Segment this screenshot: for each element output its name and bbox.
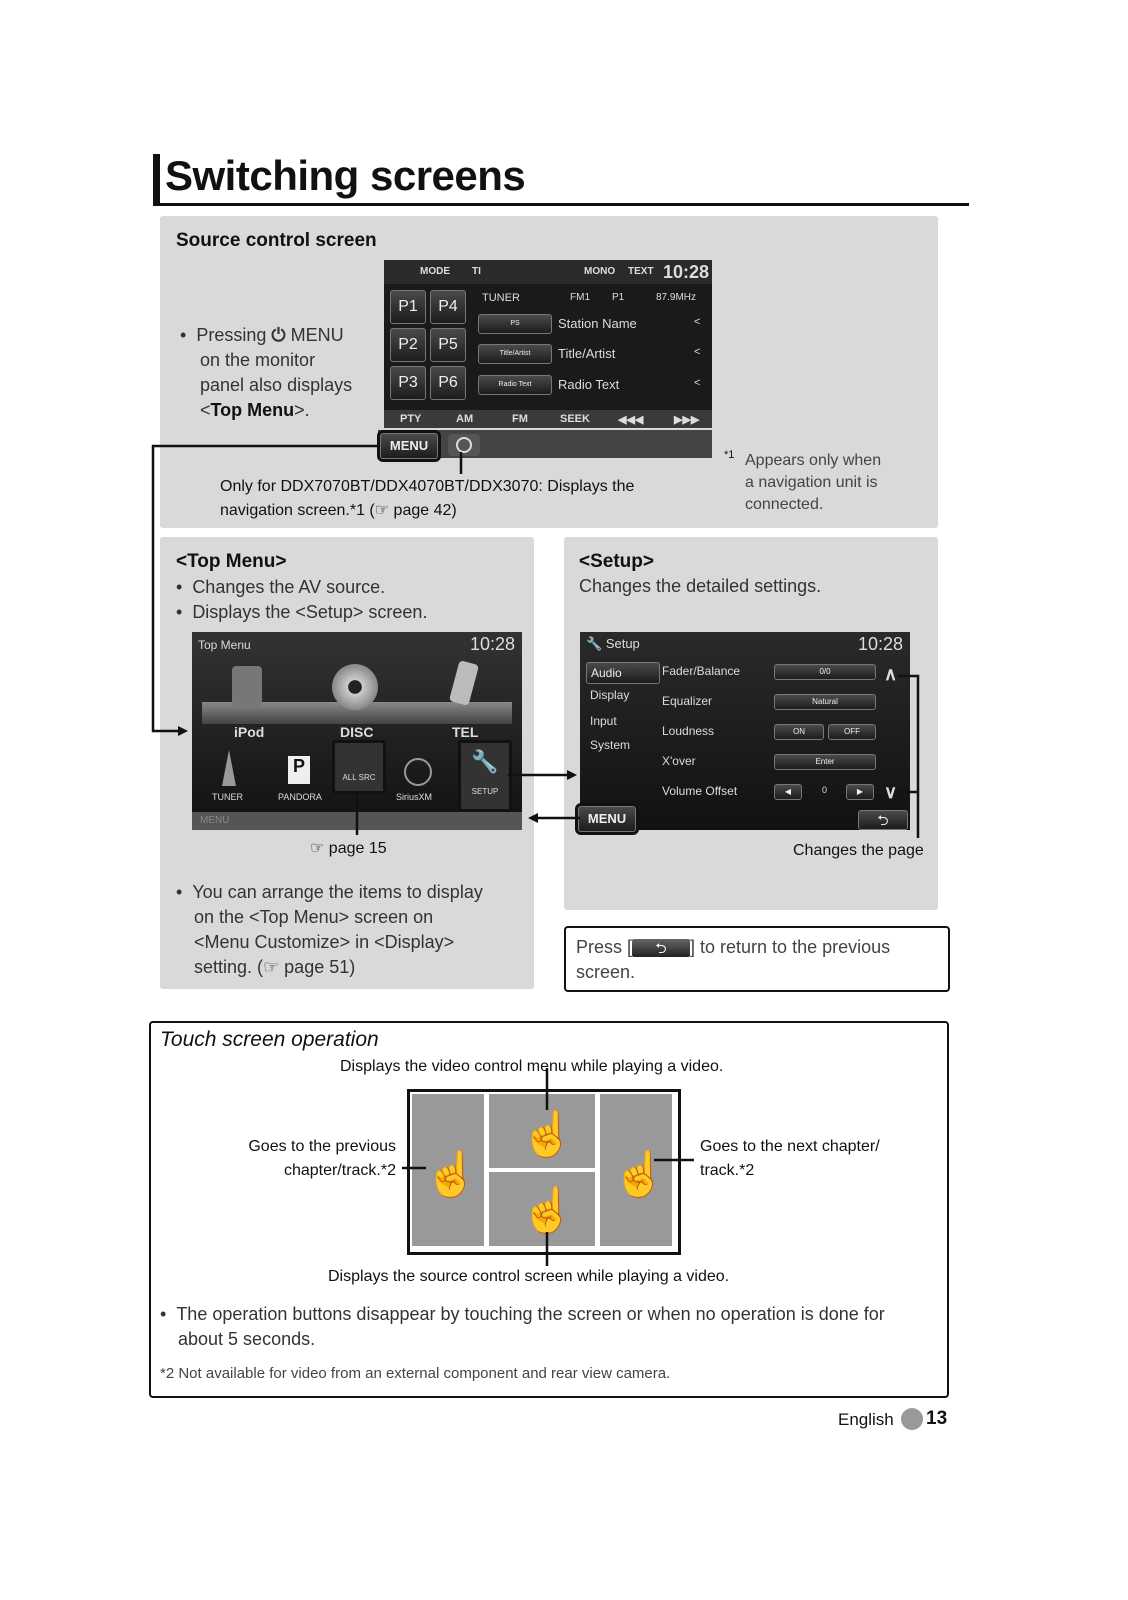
- all-src-item[interactable]: ALL SRC: [332, 740, 386, 794]
- frequency: 87.9MHz: [656, 292, 697, 303]
- ti-indicator: TI: [472, 266, 481, 277]
- seek-button[interactable]: SEEK: [560, 413, 590, 425]
- next-track-button[interactable]: ▶▶▶: [674, 414, 700, 426]
- page-down-icon[interactable]: ∨: [884, 782, 898, 802]
- pandora-icon: P: [288, 756, 310, 784]
- setup-heading: <Setup>: [579, 551, 654, 572]
- touch-bottom-caption: Displays the source control screen while playing a video.: [328, 1268, 730, 1285]
- touch-footnote: *2 Not available for video from an external component and rear view camera.: [160, 1365, 671, 1382]
- top-menu-menu-button[interactable]: MENU: [200, 815, 230, 826]
- hand-pointer-icon: ☝: [520, 1186, 575, 1235]
- tab-display[interactable]: Display: [590, 688, 630, 702]
- power-icon: ⏻: [271, 325, 286, 345]
- return-button[interactable]: ⮌: [858, 810, 908, 830]
- info-row-radio-text: Radio Text Radio Text <: [478, 373, 706, 397]
- volume-up-button[interactable]: ▶: [846, 784, 874, 800]
- preset-p2[interactable]: P2: [390, 328, 426, 362]
- footer-language: English: [838, 1410, 894, 1429]
- page-title: Switching screens: [165, 152, 526, 199]
- setup-item[interactable]: 🔧 SETUP: [458, 740, 512, 812]
- fader-balance-button[interactable]: 0/0: [774, 664, 876, 680]
- text-button[interactable]: TEXT: [628, 266, 654, 277]
- footnote-mark-1: *1: [724, 449, 735, 461]
- preset-p1[interactable]: P1: [390, 290, 426, 324]
- siriusxm-item[interactable]: SiriusXM: [396, 792, 433, 802]
- page-dot: [901, 1408, 923, 1430]
- hand-pointer-icon: ☝: [612, 1150, 667, 1199]
- changes-page-caption: Changes the page: [793, 842, 924, 859]
- xover-enter-button[interactable]: Enter: [774, 754, 876, 770]
- volume-offset-value: 0: [822, 785, 828, 795]
- band-title: TUNER: [482, 292, 520, 304]
- preset-p3[interactable]: P3: [390, 366, 426, 400]
- loudness-off-button[interactable]: OFF: [828, 724, 876, 740]
- top-menu-bullets: • Changes the AV source. • Displays the <Setup> screen.: [176, 577, 428, 622]
- tab-audio[interactable]: Audio: [586, 662, 660, 684]
- setup-description: Changes the detailed settings.: [579, 576, 822, 596]
- wrench-icon: 🔧: [586, 636, 603, 651]
- return-note: Press [ ⮌ ] to return to the previous screen.: [576, 937, 891, 982]
- volume-down-button[interactable]: ◀: [774, 784, 802, 800]
- current-preset: P1: [612, 292, 625, 303]
- preset-p5[interactable]: P5: [430, 328, 466, 362]
- top-menu-heading: <Top Menu>: [176, 551, 287, 572]
- top-menu-arrange-note: • You can arrange the items to display on the <Top Menu> screen on <Menu Customize> in <Display> setting. (☞ page 51): [176, 882, 483, 977]
- menu-button[interactable]: MENU: [380, 433, 438, 459]
- clock: 10:28: [858, 634, 904, 654]
- fm-button[interactable]: FM: [512, 413, 528, 425]
- navigation-caption: Only for DDX7070BT/DDX4070BT/DDX3070: Displays the navigation screen.*1 (☞ page 42): [220, 478, 635, 519]
- equalizer-button[interactable]: Natural: [774, 694, 876, 710]
- touch-right-caption: Goes to the next chapter/ track.*2: [700, 1138, 880, 1179]
- touch-heading: Touch screen operation: [160, 1028, 379, 1051]
- clock: 10:28: [663, 262, 710, 282]
- info-row-title-artist: Title/Artist Title/Artist <: [478, 342, 706, 366]
- disc-item[interactable]: DISC: [340, 724, 374, 740]
- touch-left-caption: Goes to the previous chapter/track.*2: [248, 1138, 396, 1179]
- touch-top-caption: Displays the video control menu while playing a video.: [340, 1058, 724, 1075]
- setup-display: 🔧 Setup 10:28 Audio Display Input System Fader/Balance 0/0 Equalizer Natural Loudness ON OFF X'over Enter Volume Offset ◀ 0 ▶ ∧ ∨ ⮌: [580, 632, 910, 830]
- tab-system[interactable]: System: [590, 738, 631, 752]
- setup-title: 🔧 Setup: [586, 636, 640, 651]
- top-menu-pageref: ☞ page 15: [310, 840, 387, 857]
- top-menu-title: Top Menu: [198, 638, 251, 652]
- previous-track-button[interactable]: ◀◀◀: [618, 414, 644, 426]
- tel-item[interactable]: TEL: [452, 724, 479, 740]
- hand-pointer-icon: ☝: [520, 1110, 575, 1159]
- source-note: • Pressing ⏻ MENU on the monitor panel also displays <Top Menu>.: [180, 325, 353, 420]
- return-icon: ⮌: [632, 939, 690, 957]
- mode-button[interactable]: MODE: [420, 266, 450, 277]
- preset-p4[interactable]: P4: [430, 290, 466, 324]
- page-number: 13: [926, 1408, 948, 1429]
- wrench-icon: 🔧: [471, 749, 499, 774]
- tuner-item[interactable]: TUNER: [212, 792, 243, 802]
- pty-button[interactable]: PTY: [400, 413, 422, 425]
- clock: 10:28: [470, 634, 516, 654]
- source-control-heading: Source control screen: [176, 230, 377, 251]
- mono-indicator: MONO: [584, 266, 616, 277]
- am-button[interactable]: AM: [456, 413, 474, 425]
- footnote-1: Appears only when a navigation unit is connected.: [745, 452, 882, 513]
- page-up-icon[interactable]: ∧: [884, 664, 898, 684]
- pandora-item[interactable]: PANDORA: [278, 792, 322, 802]
- info-row-ps: PS Station Name <: [478, 312, 706, 336]
- tab-input[interactable]: Input: [590, 714, 617, 728]
- hand-pointer-icon: ☝: [424, 1150, 479, 1199]
- preset-p6[interactable]: P6: [430, 366, 466, 400]
- touch-bullet: • The operation buttons disappear by touching the screen or when no operation is done for about 5 seconds.: [160, 1304, 885, 1349]
- ipod-item[interactable]: iPod: [234, 724, 265, 740]
- band: FM1: [570, 292, 590, 303]
- setup-menu-button[interactable]: MENU: [578, 806, 636, 832]
- loudness-on-button[interactable]: ON: [774, 724, 824, 740]
